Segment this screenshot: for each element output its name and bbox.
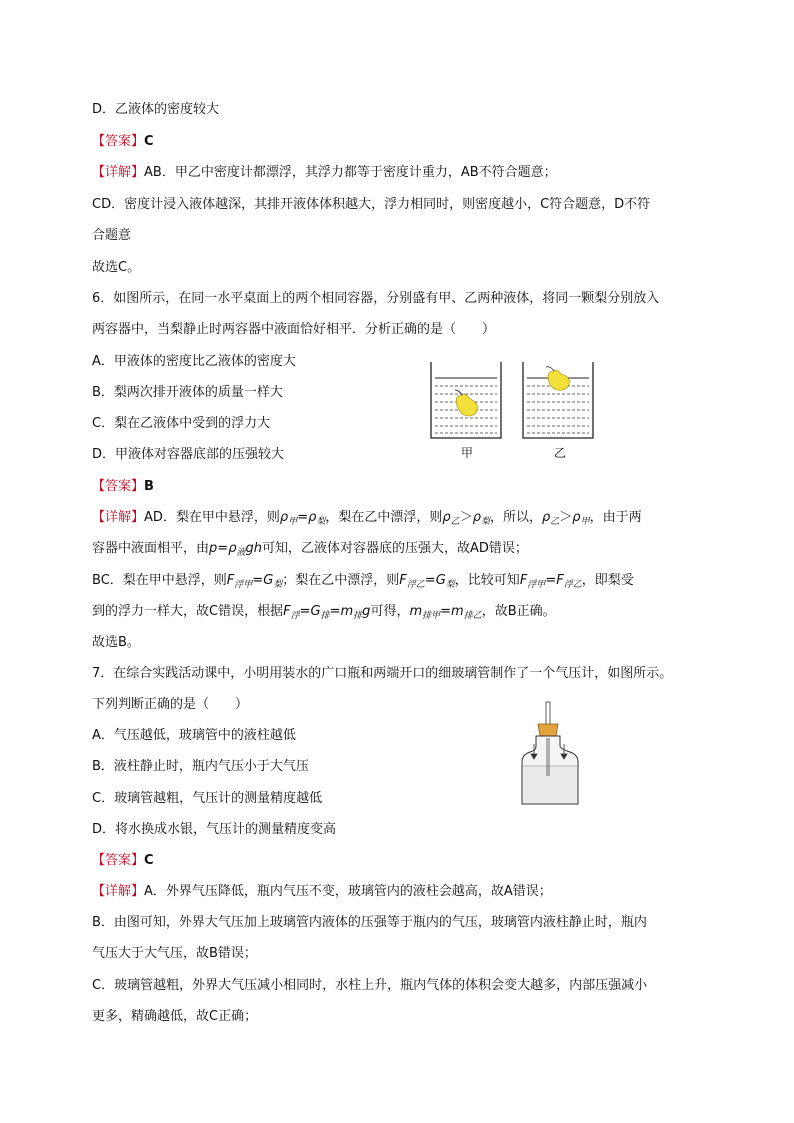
rho: ρ xyxy=(228,541,237,556)
q5-option-d: D．乙液体的密度较大 xyxy=(92,102,220,117)
container-yi xyxy=(523,362,593,438)
q7-option-a: A．气压越低，玻璃管中的液柱越低 xyxy=(92,728,296,743)
text: 容器中液面相平，由 xyxy=(92,541,210,556)
var-g: G xyxy=(263,573,274,588)
text: ，由于两 xyxy=(589,510,642,525)
sub: 梨 xyxy=(445,580,455,590)
detail-text: AB．甲乙中密度计都漂浮，其浮力都等于密度计重力，AB不符合题意； xyxy=(144,165,557,180)
text: 可得， xyxy=(370,604,410,619)
eq: = xyxy=(299,604,311,619)
text: ，故B正确。 xyxy=(481,604,556,619)
text: 可知，乙液体对容器底的压强大，故AD错误； xyxy=(261,541,528,556)
sub: 液 xyxy=(236,548,246,558)
cork-stopper xyxy=(538,724,558,736)
var-f: F xyxy=(556,573,564,588)
q6-option-d: D．甲液体对容器底部的压强较大 xyxy=(92,447,285,462)
sub: 甲 xyxy=(288,517,298,527)
answer-tag: 【答案】 xyxy=(92,134,145,149)
gt: ＞ xyxy=(459,510,473,525)
sub: 梨 xyxy=(273,580,283,590)
sub: 甲 xyxy=(580,517,590,527)
q6-stem-line2: 两容器中，当梨静止时两容器中液面恰好相平．分析正确的是（ ） xyxy=(92,322,496,337)
q5-conclusion: 故选C。 xyxy=(92,260,141,275)
var-f: F xyxy=(226,573,235,588)
eq: = xyxy=(297,510,309,525)
q6-detail-ad-line2 xyxy=(92,540,528,562)
sub: 浮乙 xyxy=(563,580,582,590)
barometer-bottle-figure xyxy=(520,700,580,808)
q6-detail-bc-line2 xyxy=(92,603,556,625)
q7-stem-line1: 7．在综合实践活动课中，小明用装水的广口瓶和两端开口的细玻璃管制作了一个气压计，如图所示。 xyxy=(92,666,673,681)
q5-detail-cd: CD．密度计浸入液体越深，其排开液体体积越大，浮力相同时，则密度越小，C符合题意，D不符 xyxy=(92,197,651,212)
sub: 排 xyxy=(320,611,330,621)
sub: 梨 xyxy=(316,517,326,527)
container-jia xyxy=(431,362,501,438)
eq: = xyxy=(252,573,264,588)
q5-answer xyxy=(92,133,154,151)
answer-value: C xyxy=(144,853,154,868)
var-f: F xyxy=(283,604,291,619)
sub: 乙 xyxy=(550,517,560,527)
detail-tag: 【详解】 xyxy=(92,165,145,180)
q6-detail-bc-line1 xyxy=(92,572,634,594)
q6-option-c: C．梨在乙液体中受到的浮力大 xyxy=(92,416,271,431)
sub: 排甲 xyxy=(422,611,441,621)
var-g: G xyxy=(435,573,446,588)
q6-answer xyxy=(92,478,154,496)
answer-value: B xyxy=(144,479,154,494)
q6-option-a: A．甲液体的密度比乙液体的密度大 xyxy=(92,354,296,369)
q7-detail-c-line1: C．玻璃管越粗，外界大气压减小相同时，水柱上升，瓶内气体的体积会变大越多，内部压强减小 xyxy=(92,978,648,993)
sub: 排乙 xyxy=(463,611,482,621)
var-gh: gh xyxy=(245,541,262,556)
var-m: m xyxy=(451,604,464,619)
text: ；梨在乙中漂浮，则 xyxy=(282,573,400,588)
q6-detail-ad-line1 xyxy=(92,509,642,531)
detail-text: A．外界气压降低，瓶内气压不变，玻璃管内的液柱会越高，故A错误； xyxy=(144,884,552,899)
answer-tag: 【答案】 xyxy=(92,479,145,494)
sub: 乙 xyxy=(450,517,460,527)
q6-stem-line1: 6．如图所示，在同一水平桌面上的两个相同容器，分别盛有甲、乙两种液体，将同一颗梨分别放入 xyxy=(92,291,660,306)
var-g: G xyxy=(310,604,321,619)
var-g-small: g xyxy=(362,604,371,619)
detail-tag: 【详解】 xyxy=(92,884,145,899)
water xyxy=(523,766,577,803)
eq: = xyxy=(217,541,229,556)
rho: ρ xyxy=(279,510,289,525)
text: ，即梨受 xyxy=(581,573,634,588)
q7-detail-a xyxy=(92,883,552,901)
pear-containers-figure xyxy=(425,360,605,442)
eq: = xyxy=(329,604,341,619)
q5-detail-cd-cont: 合题意 xyxy=(92,228,132,243)
q7-detail-c-line2: 更多，精确越低，故C正确； xyxy=(92,1009,258,1024)
pear-icon xyxy=(546,367,569,391)
answer-value: C xyxy=(144,134,154,149)
text: AD．梨在甲中悬浮，则 xyxy=(144,510,280,525)
q7-option-c: C．玻璃管越粗，气压计的测量精度越低 xyxy=(92,791,323,806)
gt: ＞ xyxy=(559,510,573,525)
eq: = xyxy=(440,604,452,619)
sub: 浮乙 xyxy=(406,580,425,590)
q7-detail-b-line2: 气压大于大气压，故B错误； xyxy=(92,946,257,961)
var-f: F xyxy=(519,573,528,588)
answer-tag: 【答案】 xyxy=(92,853,145,868)
sub: 梨 xyxy=(480,517,490,527)
rho: ρ xyxy=(308,510,317,525)
sub: 浮甲 xyxy=(527,580,546,590)
q7-answer xyxy=(92,852,154,870)
text: ，比较可知 xyxy=(454,573,520,588)
q7-detail-b-line1: B．由图可知，外界大气压加上玻璃管内液体的压强等于瓶内的气压，玻璃管内液柱静止时，瓶内 xyxy=(92,915,647,930)
q6-conclusion: 故选B。 xyxy=(92,635,140,650)
sub: 排 xyxy=(353,611,363,621)
sub: 浮甲 xyxy=(234,580,253,590)
q7-option-b: B．液柱静止时，瓶内气压小于大气压 xyxy=(92,759,309,774)
rho: ρ xyxy=(572,510,581,525)
eq: = xyxy=(545,573,557,588)
detail-tag: 【详解】 xyxy=(92,510,145,525)
rho: ρ xyxy=(442,510,451,525)
text: ，梨在乙中漂浮，则 xyxy=(325,510,443,525)
figure-label-jia: 甲 xyxy=(461,446,474,460)
q6-option-b: B．梨两次排开液体的质量一样大 xyxy=(92,385,283,400)
text: BC．梨在甲中悬浮，则 xyxy=(92,573,227,588)
var-m: m xyxy=(340,604,354,619)
var-p: p xyxy=(209,541,218,556)
q5-detail-ab xyxy=(92,164,557,182)
figure-label-yi: 乙 xyxy=(554,446,567,460)
sub: 浮 xyxy=(290,611,300,621)
var-f: F xyxy=(399,573,407,588)
text: ，所以， xyxy=(489,510,542,525)
text: 到的浮力一样大，故C错误，根据 xyxy=(92,604,284,619)
rho: ρ xyxy=(472,510,481,525)
q7-option-d: D．将水换成水银，气压计的测量精度变高 xyxy=(92,822,337,837)
q7-stem-line2: 下列判断正确的是（ ） xyxy=(92,697,249,712)
eq: = xyxy=(424,573,436,588)
var-m: m xyxy=(409,604,423,619)
rho: ρ xyxy=(542,510,551,525)
